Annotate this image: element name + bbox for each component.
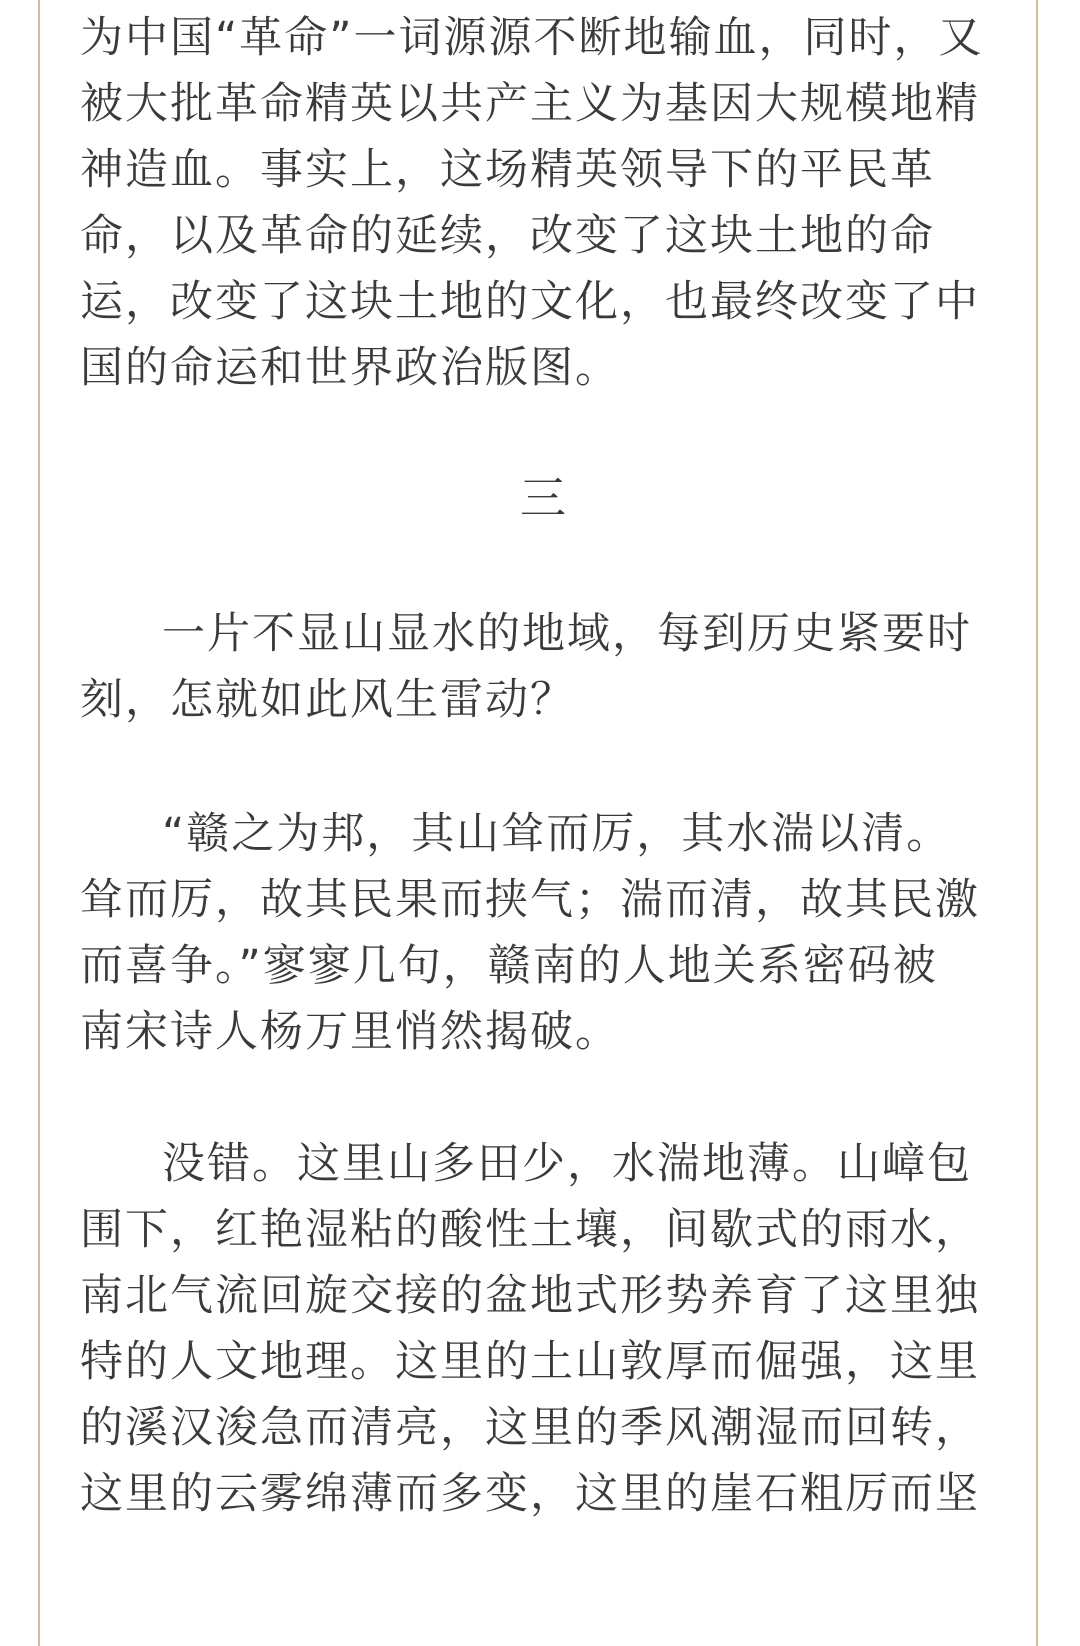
paragraph-line: 而喜争。”寥寥几句，赣南的人地关系密码被 xyxy=(80,941,938,991)
paragraph-line: “赣之为邦，其山耸而厉，其水湍以清。 xyxy=(162,809,952,859)
paragraph-line: 没错。这里山多田少，水湍地薄。山嶂包 xyxy=(162,1139,972,1189)
paragraph-line: 为中国“革命”一词源源不断地输血，同时，又 xyxy=(80,13,984,63)
paragraph-line: 南北气流回旋交接的盆地式形势养育了这里独 xyxy=(80,1271,980,1321)
section-heading: 三 xyxy=(520,471,568,525)
right-frame-border xyxy=(1036,0,1038,1646)
paragraph-line: 刻，怎就如此风生雷动？ xyxy=(80,675,575,725)
paragraph-line: 南宋诗人杨万里悄然揭破。 xyxy=(80,1007,620,1057)
paragraph-line: 神造血。事实上，这场精英领导下的平民革 xyxy=(80,145,935,195)
paragraph-line: 被大批革命精英以共产主义为基因大规模地精 xyxy=(80,79,980,129)
paragraph-line: 围下，红艳湿粘的酸性土壤，间歇式的雨水， xyxy=(80,1205,980,1255)
paragraph-line: 耸而厉，故其民果而挟气；湍而清，故其民激 xyxy=(80,875,980,925)
paragraph-line: 这里的云雾绵薄而多变，这里的崖石粗厉而坚 xyxy=(80,1469,980,1519)
paragraph-line: 的溪汉浚急而清亮，这里的季风潮湿而回转， xyxy=(80,1403,980,1453)
paragraph-line: 一片不显山显水的地域，每到历史紧要时 xyxy=(162,609,972,659)
paragraph-line: 国的命运和世界政治版图。 xyxy=(80,343,620,393)
paragraph-line: 运，改变了这块土地的文化，也最终改变了中 xyxy=(80,277,980,327)
left-frame-border xyxy=(38,0,40,1646)
paragraph-line: 特的人文地理。这里的土山敦厚而倔强，这里 xyxy=(80,1337,980,1387)
paragraph-line: 命，以及革命的延续，改变了这块土地的命 xyxy=(80,211,935,261)
